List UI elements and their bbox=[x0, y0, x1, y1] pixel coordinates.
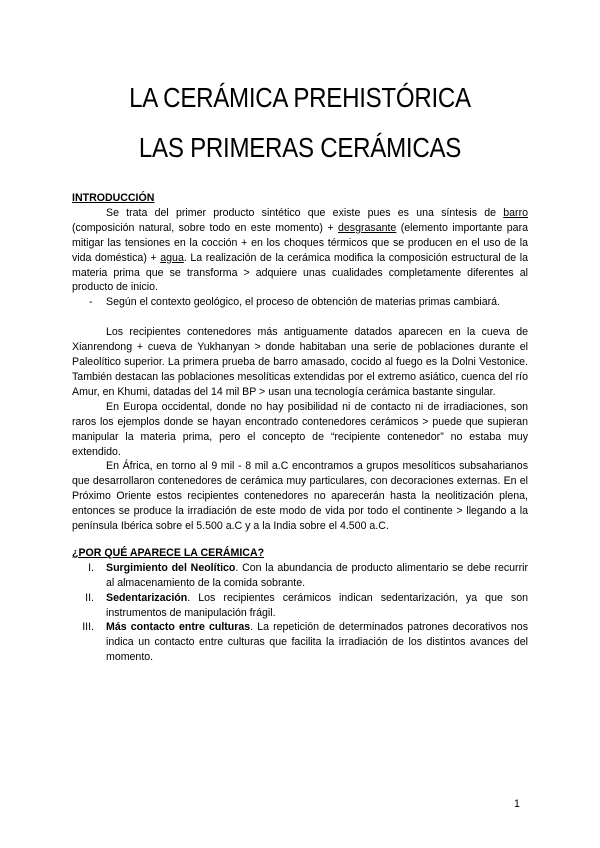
body-content bbox=[72, 191, 528, 665]
title-line-2: LAS PRIMERAS CERÁMICAS bbox=[138, 132, 462, 163]
intro-bullet bbox=[72, 295, 528, 310]
term-agua: agua bbox=[160, 251, 184, 264]
title-line-1: LA CERÁMICA PREHISTÓRICA bbox=[129, 82, 471, 113]
intro-paragraph-1 bbox=[72, 206, 528, 295]
list-item-title: Sedentarización bbox=[106, 591, 188, 604]
list-number: III. bbox=[82, 621, 94, 634]
text-run: (composición natural, sobre todo en este momento) + bbox=[72, 221, 339, 234]
text-run: (elemento importante para mitigar las tensiones en la cocción + en los choques térmicos que se producen en el uso de la vida doméstica) + bbox=[72, 221, 528, 264]
text-run: . La realización de la cerámica modifica la composición estructural de la materia prima que se transforma > adquiere unas cualidades completamente diferentes al producto de inicio. bbox=[72, 251, 528, 294]
term-barro: barro bbox=[503, 206, 528, 219]
list-number: I. bbox=[88, 561, 94, 574]
list-item-text: . La repetición de determinados patrones decorativos nos indica un contacto entre culturas que facilita la irradiación de los distintos avances del momento. bbox=[106, 621, 528, 664]
list-item-title: Más contacto entre culturas bbox=[106, 621, 251, 634]
list-item bbox=[72, 591, 528, 621]
intro-paragraph-3: En Europa occidental, donde no hay posibilidad ni de contacto ni de irradiaciones, son raros los ejemplos donde se hayan encontrado contenedores cerámicos > puede que supieran manipular la materia prima, pero el concepto de “recipiente contenedor” no estaba muy extendido. bbox=[72, 400, 528, 458]
page-number: 1 bbox=[514, 798, 520, 810]
list-item-text: . Con la abundancia de producto alimentario se debe recurrir al almacenamiento de la comida sobrante. bbox=[106, 561, 528, 589]
intro-heading: INTRODUCCIÓN bbox=[72, 192, 155, 204]
list-item-title: Surgimiento del Neolítico bbox=[106, 561, 236, 574]
why-list bbox=[72, 561, 528, 665]
bullet-text: Según el contexto geológico, el proceso de obtención de materias primas cambiará. bbox=[106, 296, 500, 309]
list-item-text: . Los recipientes cerámicos indican sedentarización, ya que son instrumentos de manipulación frágil. bbox=[106, 591, 528, 619]
list-item bbox=[72, 620, 528, 665]
list-number: II. bbox=[85, 591, 94, 604]
intro-paragraph-4: En África, en torno al 9 mil - 8 mil a.C encontramos a grupos mesolíticos subsaharianos que desarrollaron contenedores de cerámica muy particulares, con decoraciones externas. En el Próximo Oriente estos recipientes contenedores no aparecerán hasta la neolitización plena, entonces se produce la irradiación de este modo de vida por todo el continente > llegando a la península Ibérica sobre el 5.500 a.C y a la India sobre el 4.500 a.C. bbox=[72, 460, 528, 533]
text-run: Se trata del primer producto sintético que existe pues es una síntesis de bbox=[106, 206, 504, 219]
list-item bbox=[72, 561, 528, 591]
why-heading: ¿POR QUÉ APARECE LA CERÁMICA? bbox=[72, 546, 265, 559]
bullet-marker: - bbox=[89, 296, 93, 309]
intro-paragraph-2: Los recipientes contenedores más antiguamente datados aparecen en la cueva de Xianrendong + cueva de Yukhanyan > donde habitaban una serie de poblaciones durante el Paleolítico superior. La primera prueba de barro amasado, cocido al fuego es la Dolni Vestonice. También destacan las poblaciones mesolíticas extendidas por el extremo asiático, cuenca del río Amur, en Khumi, datadas del 14 mil BP > usan una tecnología cerámica bastante singular. bbox=[72, 326, 528, 398]
term-desgrasante: desgrasante bbox=[338, 221, 397, 234]
